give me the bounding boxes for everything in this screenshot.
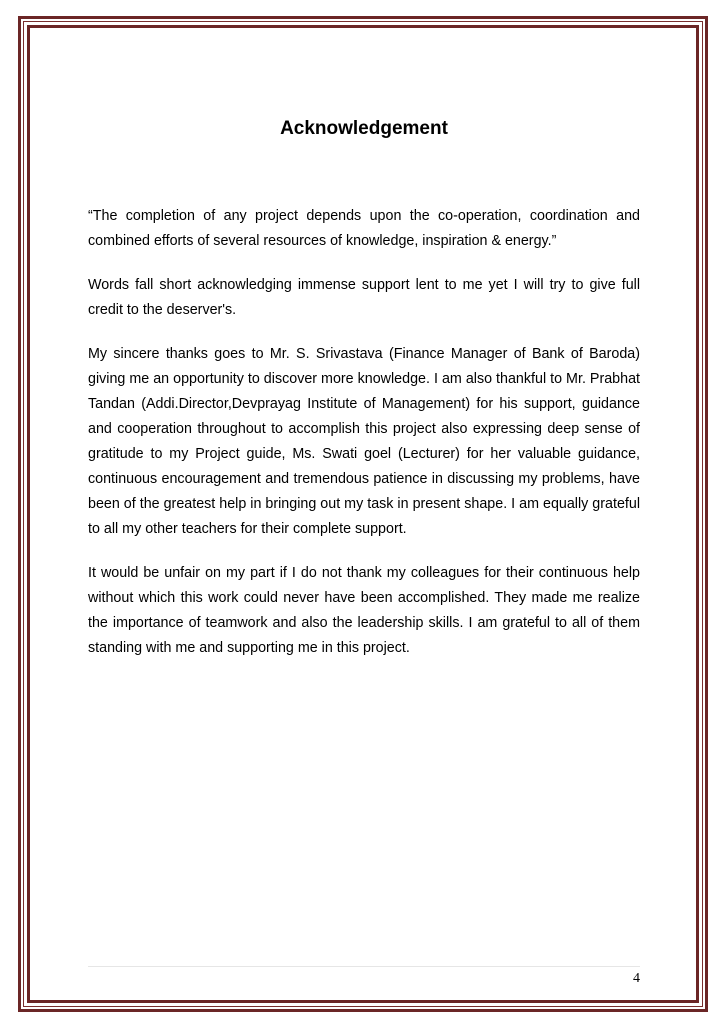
paragraph-thanks: My sincere thanks goes to Mr. S. Srivastava (Finance Manager of Bank of Baroda) giving me an opportunity to discover more knowledge. I am also thankful to Mr. Prabhat Tandan (Addi.Director,Devprayag Institute of Management) for his support, guidance and cooperation throughout to accomplish this project also expressing deep sense of gratitude to my Project guide, Ms. Swati goel (Lecturer) for her valuable guidance, continuous encouragement and tremendous patience in discussing my problems, have been of the greatest help in bringing out my task in present shape. I am equally grateful to all my other teachers for their complete support. [88,346,640,537]
paragraph-colleagues: It would be unfair on my part if I do not thank my colleagues for their continuous help without which this work could never have been accomplished. They made me realize the importance of teamwork and also the leadership skills. I am grateful to all of them standing with me and supporting me in this project. [88,565,640,656]
body-text [88,204,640,680]
page-title: Acknowledgement [280,118,448,139]
paragraph-quote: “The completion of any project depends upon the co-operation, coordination and combined efforts of several resources of knowledge, inspiration & energy.” [88,208,640,249]
page-number: 4 [633,971,640,986]
footer-divider [88,966,640,967]
paragraph-intro: Words fall short acknowledging immense support lent to me yet I will try to give full credit to the deserver's. [88,277,640,318]
